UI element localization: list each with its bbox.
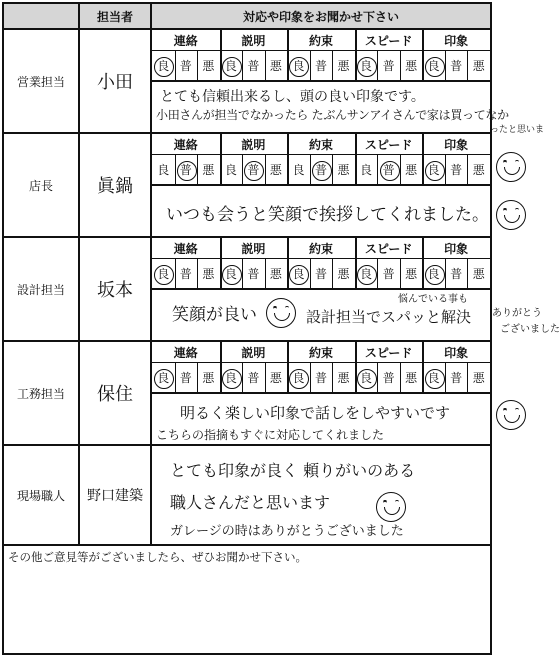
smiley-face-icon <box>496 200 526 230</box>
comment-line: ありがとう <box>492 308 542 319</box>
comment-line: とても信頼出来るし、頭の良い印象です。 <box>160 89 425 105</box>
rating-option: 普 <box>450 267 463 281</box>
staff-role: 店長 <box>28 178 53 193</box>
comment-line: ございました <box>500 324 560 335</box>
comment-line: 職人さんだと思います <box>170 493 331 512</box>
rating-option: 普 <box>382 59 395 73</box>
rating-option: 良 <box>152 51 175 80</box>
rating-option: 悪 <box>472 371 485 385</box>
rating-option: 良 <box>287 51 310 80</box>
smiley-face-icon <box>376 492 406 522</box>
rating-option: 悪 <box>337 267 350 281</box>
rating-option: 悪 <box>337 371 350 385</box>
rating-option: 悪 <box>472 163 485 177</box>
rating-category: 連絡 <box>173 241 198 256</box>
comment-line: ったと思いま <box>490 125 545 135</box>
rating-option: 良 <box>287 259 310 288</box>
smiley-face-icon <box>496 152 526 182</box>
rating-option: 良 <box>355 259 378 288</box>
rating-option: 悪 <box>405 59 418 73</box>
rating-option: 普 <box>382 267 395 281</box>
rating-option: 普 <box>179 59 192 73</box>
rating-category: 連絡 <box>173 345 198 360</box>
rating-category: 約束 <box>308 241 333 256</box>
rating-option: 良 <box>422 51 445 80</box>
rating-category: スピード <box>364 33 413 48</box>
rating-category: 約束 <box>308 137 333 152</box>
comment-line: 笑顔が良い <box>172 305 257 325</box>
rating-category: 説明 <box>241 241 266 256</box>
rating-option: 悪 <box>202 59 215 73</box>
rating-option: 悪 <box>472 267 485 281</box>
rating-category: 説明 <box>241 345 266 360</box>
rating-option: 悪 <box>269 163 282 177</box>
comment-line: こちらの指摘もすぐに対応してくれました <box>156 428 385 442</box>
rating-option: 悪 <box>269 371 282 385</box>
rating-category: 印象 <box>444 137 469 152</box>
grid-line <box>152 80 490 82</box>
rating-option: 悪 <box>202 267 215 281</box>
rating-option: 悪 <box>202 163 215 177</box>
smiley-face-icon <box>266 298 296 328</box>
rating-option: 良 <box>152 259 175 288</box>
staff-name: 眞鍋 <box>97 176 133 197</box>
rating-option: 良 <box>422 363 445 392</box>
rating-option: 悪 <box>337 59 350 73</box>
grid-line <box>152 184 490 186</box>
rating-category: 約束 <box>308 345 333 360</box>
rating-option: 普 <box>377 155 400 184</box>
rating-option: 普 <box>450 371 463 385</box>
rating-option: 普 <box>314 267 327 281</box>
rating-option: 良 <box>355 51 378 80</box>
rating-option: 悪 <box>405 371 418 385</box>
rating-option: 普 <box>247 59 260 73</box>
rating-option: 普 <box>242 155 265 184</box>
comment-line: 設計担当でスパッと解決 <box>306 308 472 326</box>
rating-category: 連絡 <box>173 137 198 152</box>
staff-name: 野口建築 <box>87 488 143 504</box>
rating-category: スピード <box>364 345 413 360</box>
rating-category: 説明 <box>241 137 266 152</box>
rating-option: 良 <box>422 259 445 288</box>
comment-line: ガレージの時はありがとうございました <box>170 524 404 539</box>
rating-option: 良 <box>220 259 243 288</box>
comment-line: とても印象が良く 頼りがいのある <box>170 461 416 480</box>
rating-option: 悪 <box>472 59 485 73</box>
footer-other: その他ご意見等がございましたら、ぜひお聞かせ下さい。 <box>8 550 307 564</box>
comment-line: いつも会うと笑顔で挨拶してくれました。 <box>166 205 489 225</box>
grid-line <box>2 544 492 546</box>
rating-option: 悪 <box>269 59 282 73</box>
rating-option: 良 <box>287 363 310 392</box>
rating-option: 普 <box>179 371 192 385</box>
rating-category: 連絡 <box>173 33 198 48</box>
rating-option: 普 <box>175 155 198 184</box>
rating-option: 普 <box>179 267 192 281</box>
rating-category: 印象 <box>444 345 469 360</box>
rating-option: 良 <box>220 363 243 392</box>
staff-name: 小田 <box>97 72 133 93</box>
rating-option: 普 <box>314 371 327 385</box>
rating-option: 良 <box>220 51 243 80</box>
rating-option: 良 <box>422 155 445 184</box>
rating-category: スピード <box>364 137 413 152</box>
staff-role: 営業担当 <box>16 74 65 89</box>
rating-option: 良 <box>360 163 373 177</box>
header-request: 対応や印象をお聞かせ下さい <box>152 4 490 28</box>
smiley-face-icon <box>496 400 526 430</box>
rating-category: 印象 <box>444 241 469 256</box>
comment-line: 悩んでいる事も <box>398 294 468 305</box>
rating-option: 良 <box>224 163 237 177</box>
rating-option: 普 <box>247 267 260 281</box>
rating-category: 約束 <box>308 33 333 48</box>
rating-option: 良 <box>355 363 378 392</box>
staff-name: 坂本 <box>97 280 133 301</box>
rating-option: 悪 <box>202 371 215 385</box>
rating-category: スピード <box>364 241 413 256</box>
rating-option: 普 <box>450 163 463 177</box>
rating-option: 悪 <box>337 163 350 177</box>
rating-option: 良 <box>152 363 175 392</box>
rating-option: 良 <box>157 163 170 177</box>
rating-option: 普 <box>450 59 463 73</box>
grid-line <box>152 392 490 394</box>
comment-line: 小田さんが担当でなかったら たぶんサンアイさんで家は買ってなか <box>156 108 509 122</box>
header-blank <box>4 4 78 28</box>
staff-role: 工務担当 <box>16 386 65 401</box>
rating-category: 説明 <box>241 33 266 48</box>
staff-role: 設計担当 <box>16 282 65 297</box>
rating-option: 悪 <box>405 163 418 177</box>
rating-option: 良 <box>292 163 305 177</box>
rating-category: 印象 <box>444 33 469 48</box>
rating-option: 普 <box>310 155 333 184</box>
header-staff: 担当者 <box>80 4 150 28</box>
staff-name: 保住 <box>97 384 133 405</box>
rating-option: 悪 <box>269 267 282 281</box>
rating-option: 普 <box>247 371 260 385</box>
comment-line: 明るく楽しい印象で話しをしやすいです <box>180 404 451 422</box>
rating-option: 普 <box>314 59 327 73</box>
rating-option: 悪 <box>405 267 418 281</box>
rating-option: 普 <box>382 371 395 385</box>
staff-role: 現場職人 <box>16 488 65 503</box>
